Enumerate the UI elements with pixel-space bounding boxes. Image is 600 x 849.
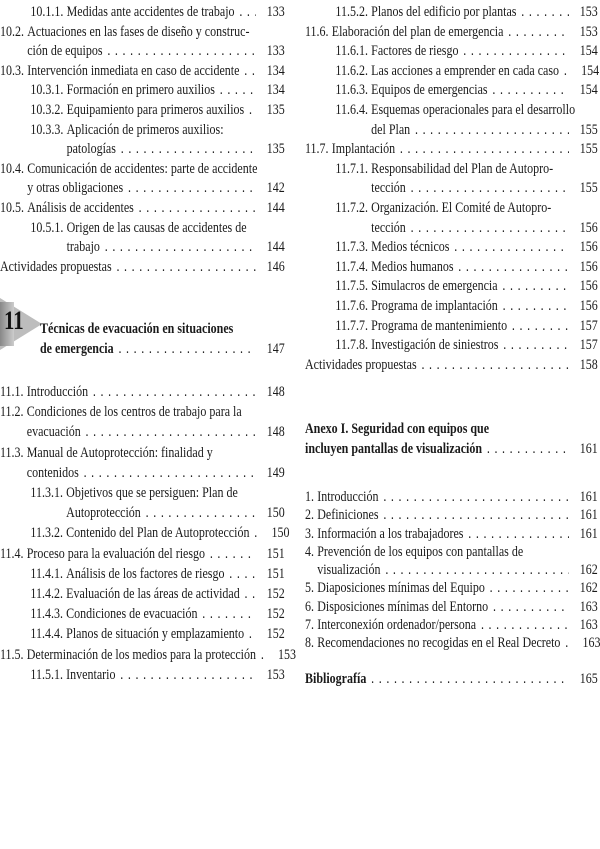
dot-leader <box>502 277 569 297</box>
entry-number: 10.1.1. <box>30 4 64 20</box>
toc-entry[interactable] <box>0 3 285 23</box>
entry-number: 11.4.4. <box>30 626 63 643</box>
entry-page: 151 <box>266 545 285 562</box>
entry-page: 163 <box>582 635 600 652</box>
entry-page: 162 <box>579 562 598 579</box>
entry-page: 163 <box>579 617 598 634</box>
toc-entry[interactable] <box>0 121 285 160</box>
entry-title: Origen de las causas de accidentes de <box>66 219 247 236</box>
entry-number: 7. <box>305 617 314 634</box>
dot-leader <box>564 62 570 82</box>
entry-title: Simulacros de emergencia <box>371 278 498 295</box>
entry-title: Contenido del Plan de Autoprotección <box>66 525 250 542</box>
entry-page: 156 <box>579 258 598 275</box>
dot-leader <box>481 616 569 634</box>
toc-entry[interactable] <box>0 258 285 278</box>
entry-number: 11.2. <box>0 404 24 421</box>
entry-title: Recomendaciones no recogidas en el Real Decreto <box>317 635 561 652</box>
entry-number: 11.4.1. <box>30 565 63 582</box>
entry-title: Actividades propuestas <box>305 356 417 373</box>
annex-title-line: Anexo I. Seguridad con equipos que <box>305 421 490 437</box>
entry-page: 154 <box>579 82 598 99</box>
entry-number: 2. <box>305 507 314 524</box>
entry-number: 6. <box>305 598 314 615</box>
entry-page: 133 <box>266 43 285 60</box>
dot-leader <box>210 544 256 564</box>
dot-leader <box>490 579 569 597</box>
entry-title: Objetivos que se persiguen: Plan de <box>66 485 238 502</box>
entry-page: 135 <box>266 101 285 118</box>
dot-leader <box>105 238 256 258</box>
entry-number: 10.4. <box>0 160 24 177</box>
toc-entry[interactable] <box>0 564 285 584</box>
dot-leader <box>503 336 569 356</box>
entry-number: 11.5.2. <box>335 4 368 20</box>
entry-title: Análisis de los factores de riesgo <box>66 565 225 582</box>
toc-entry[interactable] <box>0 645 297 665</box>
entry-number: 10.2. <box>0 23 24 40</box>
entry-title: evacuación <box>26 424 81 441</box>
entry-page: 144 <box>266 239 285 256</box>
entry-number: 11.3.1. <box>30 485 63 502</box>
entry-page: 153 <box>266 666 285 683</box>
entry-page: 153 <box>579 4 598 20</box>
entry-title: Interconexión ordenador/persona <box>317 617 477 634</box>
entry-page: 150 <box>271 525 290 542</box>
entry-title: Equipamiento para primeros auxilios <box>66 101 245 118</box>
entry-number: 10.3. <box>0 62 24 79</box>
entry-title: Análisis de accidentes <box>27 199 134 216</box>
toc-entry[interactable] <box>305 140 598 160</box>
toc-entry[interactable] <box>305 3 598 23</box>
entry-title: Aplicación de primeros auxilios: <box>66 121 224 138</box>
dot-leader <box>493 598 569 616</box>
dot-leader <box>383 488 569 506</box>
dot-leader <box>120 665 256 685</box>
toc-entry[interactable] <box>305 317 598 337</box>
entry-title: Las acciones a emprender en cada caso <box>371 62 560 79</box>
entry-page: 149 <box>266 464 285 481</box>
toc-entry[interactable] <box>0 604 285 624</box>
entry-page: 148 <box>266 384 285 400</box>
entry-title: ción de equipos <box>27 43 103 60</box>
entry-page: 155 <box>579 180 598 197</box>
dot-leader <box>458 258 569 278</box>
entry-title: visualización <box>317 562 381 579</box>
toc-entry[interactable] <box>305 488 598 506</box>
entry-page: 148 <box>266 424 285 441</box>
toc-entry[interactable] <box>0 665 285 685</box>
entry-number: 11.4. <box>0 545 24 562</box>
entry-number: 8. <box>305 635 314 652</box>
entry-page: 163 <box>579 598 598 615</box>
entry-title: Implantación <box>331 141 396 158</box>
toc-entry[interactable] <box>305 297 598 317</box>
entry-number: 11.6.1. <box>335 43 368 60</box>
bibliography-entry[interactable] <box>305 670 598 690</box>
annex-list <box>305 488 598 653</box>
toc-entry[interactable] <box>0 402 285 442</box>
dot-leader <box>139 199 256 219</box>
entry-number: 11.6. <box>305 23 329 40</box>
toc-entry[interactable] <box>305 62 598 82</box>
entry-title: patologías <box>66 141 116 158</box>
dot-leader <box>245 584 256 604</box>
dot-leader <box>454 238 569 258</box>
dot-leader <box>411 219 569 239</box>
dot-leader <box>421 356 569 376</box>
annex-title[interactable] <box>305 420 598 459</box>
entry-number: 10.5.1. <box>30 219 64 236</box>
dot-leader <box>249 101 256 121</box>
entry-title: Condiciones de evacuación <box>66 606 198 623</box>
toc-entry[interactable] <box>305 525 598 543</box>
entry-page: 144 <box>266 199 285 216</box>
entry-number: 1. <box>305 489 314 505</box>
entry-page: 161 <box>579 507 598 524</box>
entry-title: y otras obligaciones <box>27 180 124 197</box>
dot-leader <box>512 317 569 337</box>
entry-page: 152 <box>266 626 285 643</box>
entry-number: 3. <box>305 525 314 542</box>
entry-number: 11.7.3. <box>335 239 368 256</box>
entry-number: 11.3. <box>0 444 24 461</box>
entry-title: Equipos de emergencias <box>371 82 488 99</box>
toc-entry[interactable] <box>0 624 285 644</box>
entry-number: 4. <box>305 543 314 560</box>
entry-page: 142 <box>266 180 285 197</box>
dot-leader <box>503 297 569 317</box>
entry-page: 134 <box>266 62 285 79</box>
entry-page: 150 <box>266 505 285 522</box>
toc-entry[interactable] <box>0 443 285 483</box>
entry-title: tección <box>371 180 406 197</box>
dot-leader <box>93 382 256 402</box>
entry-page: 155 <box>579 121 598 138</box>
entry-page: 135 <box>266 141 285 158</box>
dot-leader <box>400 140 569 160</box>
entry-page: 151 <box>266 565 285 582</box>
entry-page: 158 <box>579 356 598 373</box>
entry-title: Condiciones de los centros de trabajo para la <box>26 404 242 421</box>
entry-page: 156 <box>579 219 598 236</box>
entry-title: Prevención de los equipos con pantallas de <box>317 543 524 560</box>
entry-title: Elaboración del plan de emergencia <box>331 23 504 40</box>
dot-leader <box>116 258 256 278</box>
entry-page: 157 <box>579 317 598 334</box>
entry-number: 10.5. <box>0 199 24 216</box>
dot-leader <box>220 81 256 101</box>
entry-page: 157 <box>579 337 598 354</box>
entry-page: 161 <box>579 525 598 542</box>
entry-number: 11.7.6. <box>335 297 368 314</box>
chapter-page: 147 <box>266 340 285 357</box>
entry-title: Introducción <box>26 384 89 400</box>
entry-title: contenidos <box>26 464 79 481</box>
dot-leader <box>508 23 569 43</box>
entry-title: Medios humanos <box>371 258 454 275</box>
entry-title: Factores de riesgo <box>371 43 459 60</box>
entry-title: Inventario <box>66 666 116 683</box>
entry-title: tección <box>371 219 406 236</box>
entry-page: 133 <box>266 4 285 20</box>
entry-number: 11.7.8. <box>335 337 368 354</box>
toc-entry[interactable] <box>0 584 285 604</box>
toc-entry[interactable] <box>305 543 598 580</box>
toc-entry[interactable] <box>305 160 598 199</box>
entry-title: Información a los trabajadores <box>317 525 464 542</box>
entry-title: Medios técnicos <box>371 239 450 256</box>
toc-entry[interactable] <box>0 382 285 402</box>
entry-title: trabajo <box>66 239 100 256</box>
dot-leader <box>463 42 569 62</box>
entry-page: 152 <box>266 606 285 623</box>
entry-number: 11.6.3. <box>335 82 368 99</box>
dot-leader <box>244 62 256 82</box>
entry-number: 11.6.2. <box>335 62 368 79</box>
dot-leader <box>254 523 260 543</box>
entry-number: 11.4.2. <box>30 586 63 603</box>
chapter-number: 11 <box>4 306 24 335</box>
entry-page: 162 <box>579 580 598 597</box>
entry-title: Manual de Autoprotección: finalidad y <box>26 444 213 461</box>
dot-leader <box>468 525 569 543</box>
entry-number: 11.7.4. <box>335 258 368 275</box>
dot-leader <box>385 561 569 579</box>
toc-entry[interactable] <box>0 81 285 101</box>
dot-leader <box>383 506 569 524</box>
toc-entry[interactable] <box>305 101 598 140</box>
toc-entry[interactable] <box>305 258 598 278</box>
toc-entry[interactable] <box>305 277 598 297</box>
toc-entry[interactable] <box>0 523 290 543</box>
entry-number: 11.7.5. <box>335 278 368 295</box>
entry-title: Programa de mantenimiento <box>371 317 508 334</box>
entry-page: 146 <box>266 258 285 275</box>
dot-leader <box>565 634 571 652</box>
dot-leader <box>84 463 256 483</box>
entry-number: 10.3.3. <box>30 121 64 138</box>
entry-title: Investigación de siniestros <box>371 337 499 354</box>
toc-entry[interactable] <box>0 483 285 523</box>
entry-title: Determinación de los medios para la protección <box>26 646 257 663</box>
entry-page: 152 <box>266 586 285 603</box>
entry-title: Definiciones <box>317 507 379 524</box>
entry-title: Planos del edificio por plantas <box>371 4 517 20</box>
dot-leader <box>128 179 256 199</box>
dot-leader <box>521 3 569 23</box>
entry-number: 11.6.4. <box>335 101 368 118</box>
entry-title: Disposiciones mínimas del Entorno <box>317 598 489 615</box>
entry-title: Introducción <box>317 489 379 505</box>
toc-entry[interactable] <box>305 356 598 376</box>
entry-number: 10.3.2. <box>30 101 64 118</box>
dot-leader <box>261 645 267 665</box>
toc-entry[interactable] <box>0 62 285 82</box>
chapter-11-title[interactable] <box>40 320 285 359</box>
entry-number: 5. <box>305 580 314 597</box>
entry-title: Diaposiciones mínimas del Equipo <box>317 580 485 597</box>
entry-number: 11.4.3. <box>30 606 63 623</box>
dot-leader <box>415 121 569 141</box>
bibliography-page: 165 <box>579 671 598 687</box>
toc-entry[interactable] <box>305 506 598 524</box>
annex-page: 161 <box>579 440 598 457</box>
entry-title: del Plan <box>371 121 411 138</box>
entry-title: Intervención inmediata en caso de accidente <box>27 62 240 79</box>
chapter-title-line: Técnicas de evacuación en situaciones <box>40 321 234 337</box>
toc-entry[interactable] <box>305 634 598 652</box>
toc-entry[interactable] <box>0 23 285 62</box>
entry-title: Actividades propuestas <box>0 258 112 275</box>
chapter-title-line: de emergencia <box>40 340 114 357</box>
entry-number: 11.7.1. <box>335 160 368 177</box>
toc-entry[interactable] <box>0 101 285 121</box>
entry-title: Responsabilidad del Plan de Autopro- <box>371 160 554 177</box>
toc-entry[interactable] <box>305 238 598 258</box>
dot-leader <box>146 503 256 523</box>
dot-leader <box>492 81 569 101</box>
annex-title-line: incluyen pantallas de visualización <box>305 440 483 457</box>
toc-right-list <box>305 3 598 375</box>
entry-page: 134 <box>266 82 285 99</box>
toc-chapter11-list <box>0 382 297 685</box>
entry-number: 11.7.7. <box>335 317 368 334</box>
entry-number: 11.7. <box>305 141 329 158</box>
entry-title: Esquemas operacionales para el desarrollo <box>371 101 576 118</box>
entry-title: Organización. El Comité de Autopro- <box>371 199 552 216</box>
toc-entry[interactable] <box>305 598 598 616</box>
entry-title: Planos de situación y emplazamiento <box>66 626 245 643</box>
entry-number: 10.3.1. <box>30 82 64 99</box>
dot-leader <box>121 140 256 160</box>
dot-leader <box>229 564 256 584</box>
entry-title: Formación en primero auxilios <box>66 82 215 99</box>
dot-leader <box>239 3 256 23</box>
entry-page: 156 <box>579 239 598 256</box>
toc-entry[interactable] <box>0 544 285 564</box>
entry-page: 154 <box>579 43 598 60</box>
dot-leader <box>202 604 256 624</box>
bibliography-label: Bibliografía <box>305 671 367 687</box>
entry-number: 11.1. <box>0 384 24 400</box>
entry-page: 161 <box>579 489 598 505</box>
toc-entry[interactable] <box>0 219 285 258</box>
toc-entry[interactable] <box>305 42 598 62</box>
toc-entry[interactable] <box>305 616 598 634</box>
entry-number: 11.5.1. <box>30 666 63 683</box>
entry-title: Actuaciones en las fases de diseño y construc- <box>27 23 250 40</box>
dot-leader <box>107 42 256 62</box>
toc-entry[interactable] <box>305 336 598 356</box>
entry-page: 153 <box>579 23 598 40</box>
entry-number: 11.7.2. <box>335 199 368 216</box>
entry-title: Proceso para la evaluación del riesgo <box>26 545 206 562</box>
entry-title: Medidas ante accidentes de trabajo <box>66 4 235 20</box>
entry-title: Autoprotección <box>66 505 141 522</box>
toc-chapter10-list <box>0 3 285 277</box>
toc-entry[interactable] <box>0 199 285 219</box>
entry-number: 11.5. <box>0 646 24 663</box>
entry-title: Comunicación de accidentes: parte de accidente <box>27 160 258 177</box>
entry-number: 11.3.2. <box>30 525 63 542</box>
entry-page: 156 <box>579 297 598 314</box>
toc-entry[interactable] <box>305 579 598 597</box>
entry-title: Evaluación de las áreas de actividad <box>66 586 240 603</box>
toc-entry[interactable] <box>305 199 598 238</box>
entry-page: 153 <box>278 646 297 663</box>
toc-entry[interactable] <box>305 81 598 101</box>
dot-leader <box>411 179 569 199</box>
entry-page: 156 <box>579 278 598 295</box>
entry-page: 154 <box>581 62 600 79</box>
toc-entry[interactable] <box>305 23 598 43</box>
entry-page: 155 <box>579 141 598 158</box>
toc-entry[interactable] <box>0 160 285 199</box>
entry-title: Programa de implantación <box>371 297 498 314</box>
dot-leader <box>86 422 256 442</box>
dot-leader <box>249 624 256 644</box>
